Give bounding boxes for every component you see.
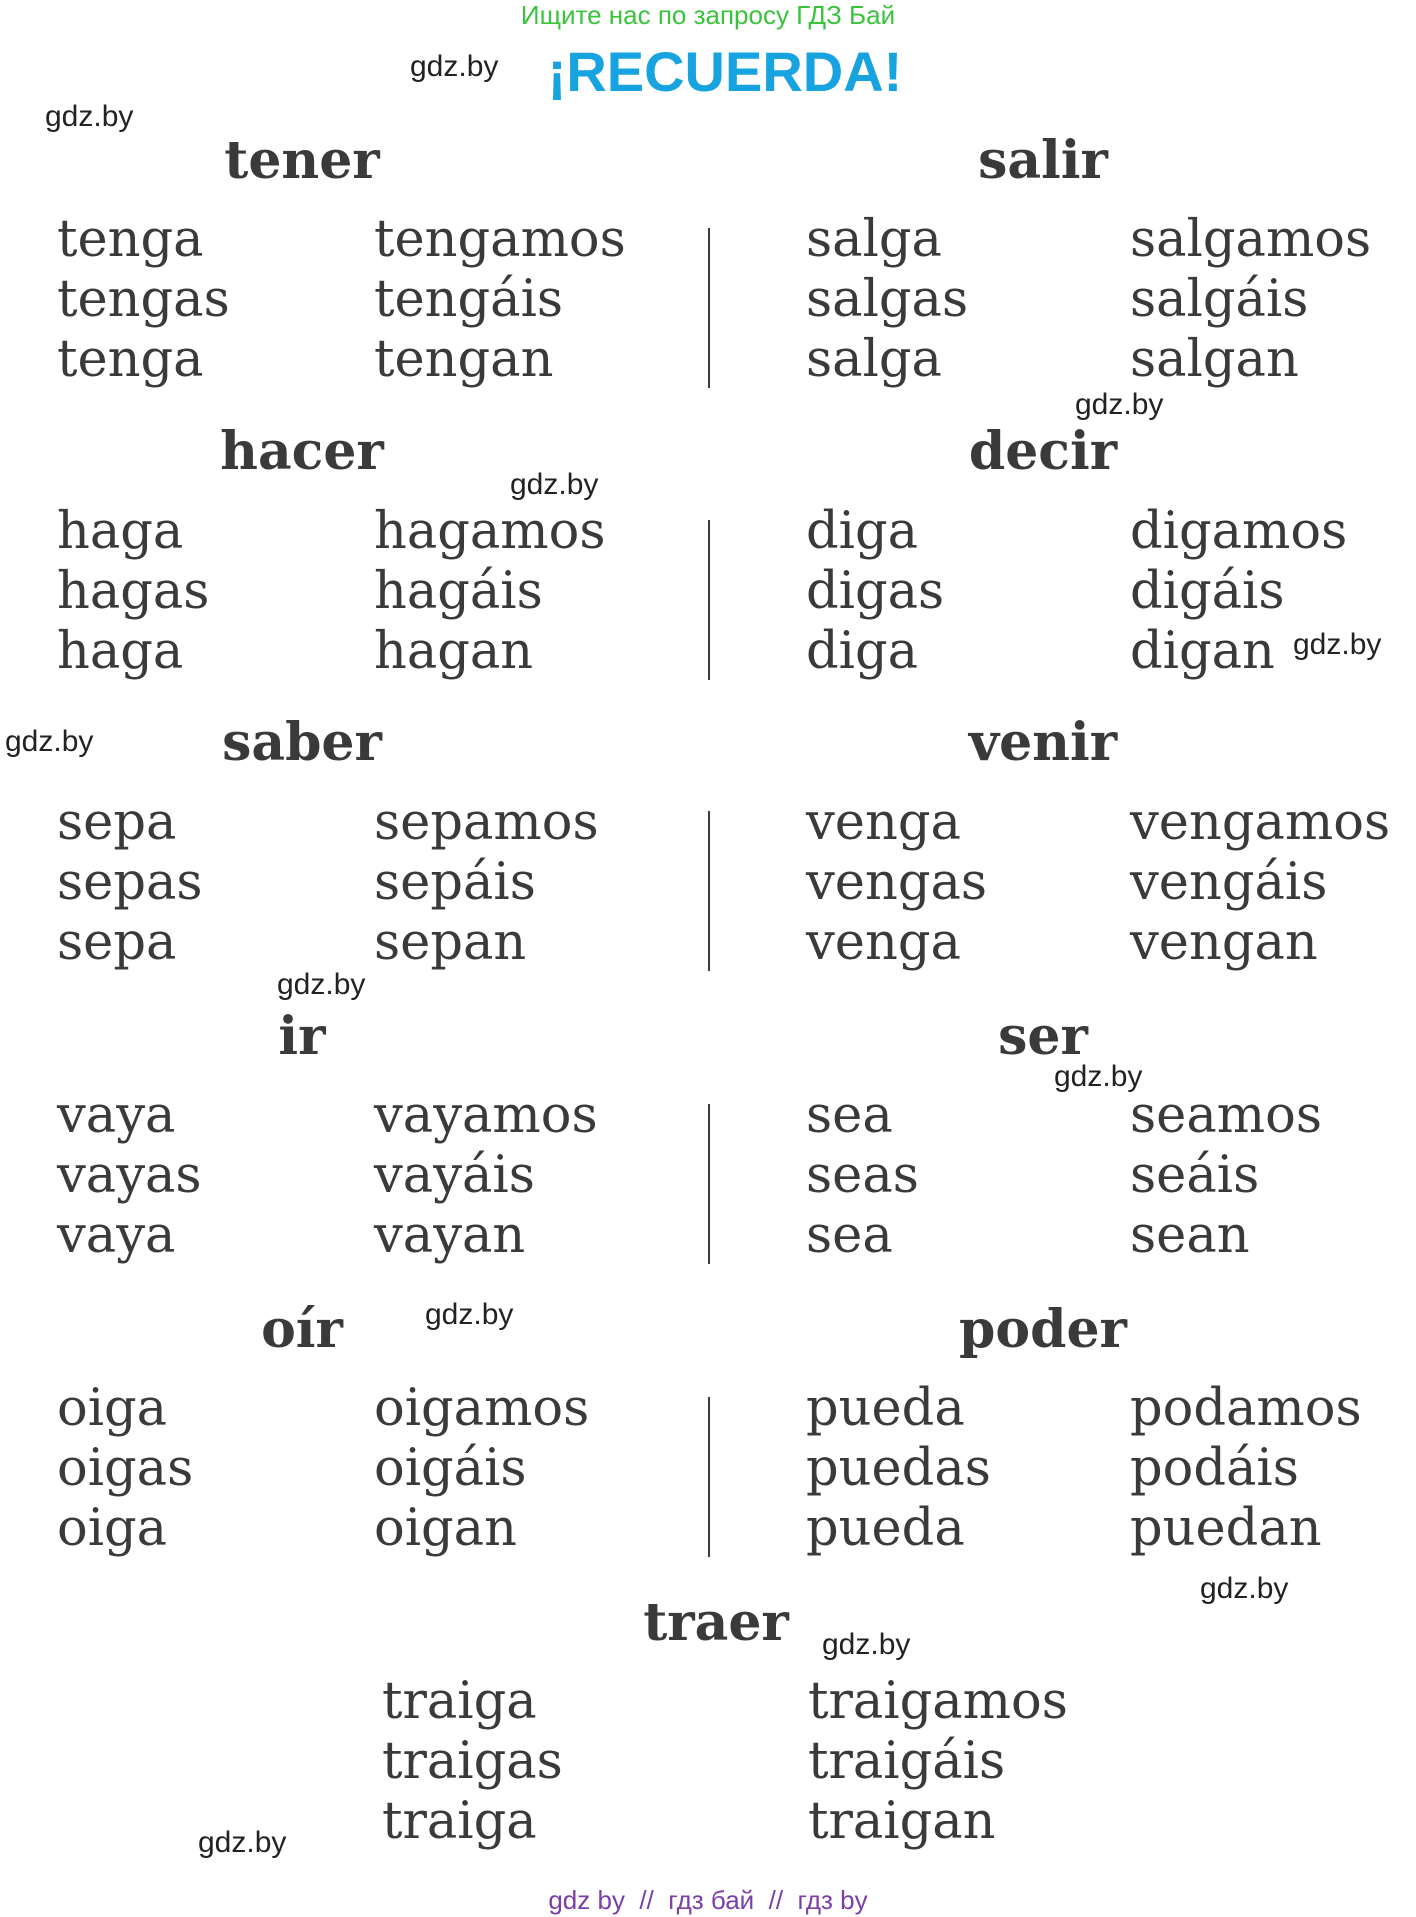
verb-form: salgáis: [1130, 270, 1309, 329]
verb-form: tengamos: [374, 210, 626, 269]
conjugation-singular-oir: [57, 1379, 193, 1559]
watermark: gdz.by: [822, 1628, 911, 1661]
conjugation-singular-poder: [806, 1379, 991, 1559]
verb-form: vaya: [57, 1086, 176, 1145]
verb-form: tengan: [374, 330, 554, 389]
verb-form: sepamos: [374, 793, 599, 852]
verb-form: sepa: [57, 913, 177, 972]
verb-form: tenga: [57, 330, 204, 389]
verb-form: oigáis: [374, 1439, 527, 1498]
verb-form: pueda: [806, 1379, 965, 1438]
verb-form: traigan: [808, 1792, 996, 1851]
verb-form: sepáis: [374, 853, 536, 912]
conjugation-plural-traer: [808, 1672, 1068, 1852]
verb-form: puedan: [1130, 1499, 1322, 1558]
verb-form: venga: [806, 913, 961, 972]
verb-title-ser: ser: [998, 1006, 1088, 1067]
verb-form: salga: [806, 210, 942, 269]
verb-form: digamos: [1130, 502, 1348, 561]
verb-form: hagáis: [374, 562, 543, 621]
verb-form: vayamos: [374, 1086, 598, 1145]
conjugation-singular-tener: [57, 210, 230, 390]
watermark: gdz.by: [5, 725, 94, 758]
verb-form: oiga: [57, 1499, 168, 1558]
verb-form: salgas: [806, 270, 969, 329]
column-divider: [708, 1397, 710, 1557]
conjugation-singular-hacer: [57, 502, 209, 682]
watermark: gdz.by: [45, 100, 134, 133]
verb-form: vayáis: [374, 1146, 535, 1205]
conjugation-plural-salir: [1130, 210, 1371, 390]
verb-form: seamos: [1130, 1086, 1322, 1145]
verb-title-oir: oír: [261, 1299, 343, 1360]
verb-form: vengan: [1130, 913, 1318, 972]
search-hint-link[interactable]: Ищите нас по запросу ГДЗ Бай: [520, 0, 896, 30]
verb-form: pueda: [806, 1499, 965, 1558]
conjugation-singular-salir: [806, 210, 968, 390]
verb-form: oigan: [374, 1499, 517, 1558]
verb-title-venir: venir: [968, 712, 1118, 773]
column-divider: [708, 228, 710, 388]
footer-links[interactable]: gdz by // гдз бай // гдз by: [548, 1885, 868, 1915]
verb-form: salga: [806, 330, 942, 389]
conjugation-plural-decir: [1130, 502, 1347, 682]
conjugation-plural-poder: [1130, 1379, 1362, 1559]
conjugation-plural-ser: [1130, 1086, 1322, 1266]
verb-form: sepa: [57, 793, 177, 852]
verb-form: sea: [806, 1206, 893, 1265]
verb-title-salir: salir: [978, 130, 1108, 191]
column-divider: [708, 811, 710, 971]
verb-title-tener: tener: [224, 130, 380, 191]
watermark: gdz.by: [425, 1298, 514, 1331]
verb-form: traiga: [382, 1792, 537, 1851]
verb-form: haga: [57, 502, 184, 561]
watermark: gdz.by: [198, 1826, 287, 1859]
verb-form: vayas: [57, 1146, 202, 1205]
verb-title-decir: decir: [968, 421, 1118, 482]
verb-form: vayan: [374, 1206, 526, 1265]
conjugation-singular-saber: [57, 793, 203, 973]
watermark: gdz.by: [410, 50, 499, 83]
verb-form: podamos: [1130, 1379, 1362, 1438]
verb-form: sepas: [57, 853, 203, 912]
verb-form: vengas: [806, 853, 988, 912]
verb-form: hagas: [57, 562, 210, 621]
verb-form: salgan: [1130, 330, 1299, 389]
verb-form: seas: [806, 1146, 919, 1205]
verb-form: diga: [806, 502, 919, 561]
watermark: gdz.by: [277, 968, 366, 1001]
conjugation-plural-ir: [374, 1086, 598, 1266]
conjugation-singular-ir: [57, 1086, 202, 1266]
page-title: ¡RECUERDA!: [547, 40, 903, 103]
watermark: gdz.by: [1054, 1060, 1143, 1093]
verb-form: sea: [806, 1086, 893, 1145]
verb-form: venga: [806, 793, 961, 852]
conjugation-plural-tener: [374, 210, 626, 390]
verb-form: digan: [1130, 622, 1275, 681]
conjugation-plural-hacer: [374, 502, 606, 682]
verb-title-hacer: hacer: [220, 421, 384, 482]
verb-form: sean: [1130, 1206, 1250, 1265]
verb-form: seáis: [1130, 1146, 1260, 1205]
verb-title-saber: saber: [222, 712, 382, 773]
watermark: gdz.by: [1075, 388, 1164, 421]
verb-form: oiga: [57, 1379, 168, 1438]
conjugation-singular-venir: [806, 793, 987, 973]
conjugation-plural-oir: [374, 1379, 589, 1559]
verb-form: digáis: [1130, 562, 1285, 621]
verb-form: oigas: [57, 1439, 194, 1498]
verb-form: puedas: [806, 1439, 991, 1498]
verb-form: traigamos: [808, 1672, 1068, 1731]
verb-form: tengas: [57, 270, 230, 329]
verb-form: hagamos: [374, 502, 606, 561]
column-divider: [708, 520, 710, 680]
conjugation-singular-traer: [382, 1672, 563, 1852]
verb-form: tengáis: [374, 270, 564, 329]
verb-form: tenga: [57, 210, 204, 269]
watermark: gdz.by: [1293, 628, 1382, 661]
verb-form: sepan: [374, 913, 527, 972]
verb-form: vengáis: [1130, 853, 1328, 912]
verb-form: diga: [806, 622, 919, 681]
verb-form: vaya: [57, 1206, 176, 1265]
conjugation-plural-saber: [374, 793, 599, 973]
verb-form: podáis: [1130, 1439, 1299, 1498]
conjugation-singular-ser: [806, 1086, 919, 1266]
verb-form: traigáis: [808, 1732, 1006, 1791]
verb-form: traiga: [382, 1672, 537, 1731]
conjugation-plural-venir: [1130, 793, 1390, 973]
column-divider: [708, 1104, 710, 1264]
verb-form: haga: [57, 622, 184, 681]
verb-title-poder: poder: [959, 1299, 1127, 1360]
verb-form: hagan: [374, 622, 534, 681]
verb-form: digas: [806, 562, 945, 621]
watermark: gdz.by: [510, 468, 599, 501]
verb-title-traer: traer: [643, 1592, 789, 1653]
verb-form: oigamos: [374, 1379, 590, 1438]
verb-form: salgamos: [1130, 210, 1372, 269]
watermark: gdz.by: [1200, 1572, 1289, 1605]
verb-title-ir: ir: [278, 1006, 326, 1067]
verb-form: traigas: [382, 1732, 563, 1791]
verb-form: vengamos: [1130, 793, 1391, 852]
conjugation-singular-decir: [806, 502, 944, 682]
